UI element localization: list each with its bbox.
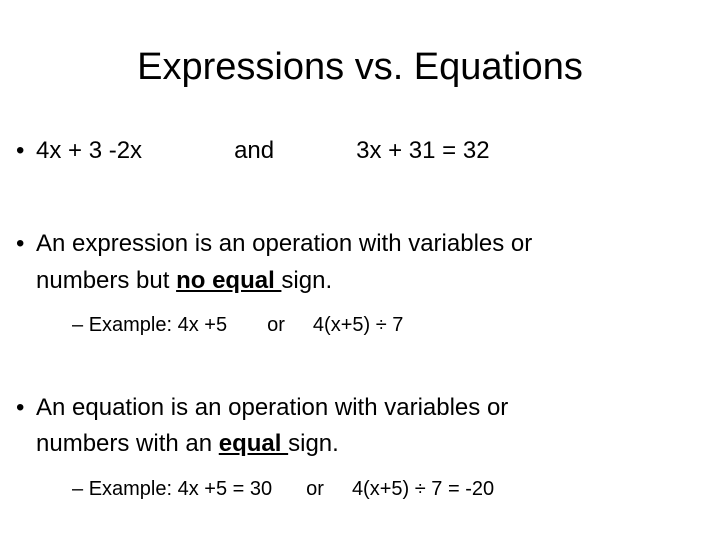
connector-word: and: [234, 137, 275, 164]
equation-example: 3x + 31 = 32: [356, 137, 490, 164]
expression-example: 4x + 3 -2x: [36, 137, 143, 164]
bullet-2-line-2: [36, 265, 332, 297]
sub-example-1: Example: 4x +5: [88, 314, 228, 336]
sub-bullet-equation-example: [72, 476, 494, 502]
slide-title: Expressions vs. Equations: [137, 46, 583, 88]
sub-bullet-expression-example: [72, 312, 403, 338]
sub-example-2: 4(x+5) ÷ 7 = -20: [351, 478, 495, 500]
bullet-2-text-pre: numbers but: [36, 267, 177, 294]
bullet-3-text-post: sign.: [288, 430, 339, 457]
bullet-1-text: [36, 135, 490, 167]
bullet-marker: •: [16, 394, 25, 421]
bullet-marker: •: [16, 137, 25, 164]
no-equal-emphasis: no equal: [176, 267, 282, 294]
sub-dash: –: [72, 314, 84, 336]
bullet-3-text-pre: numbers with an: [36, 430, 219, 457]
bullet-2-line-1: An expression is an operation with variables or: [36, 230, 533, 257]
equal-emphasis: equal: [218, 430, 289, 457]
sub-example-2: 4(x+5) ÷ 7: [312, 314, 404, 336]
sub-dash: –: [72, 478, 84, 500]
bullet-2-text-post: sign.: [281, 267, 333, 294]
bullet-3-line-2: [36, 428, 339, 460]
sub-example-1: Example: 4x +5 = 30: [88, 478, 273, 500]
sub-or: or: [306, 478, 324, 500]
sub-or: or: [267, 314, 285, 336]
bullet-3-line-1: An equation is an operation with variables or: [36, 394, 509, 421]
bullet-marker: •: [16, 230, 25, 257]
